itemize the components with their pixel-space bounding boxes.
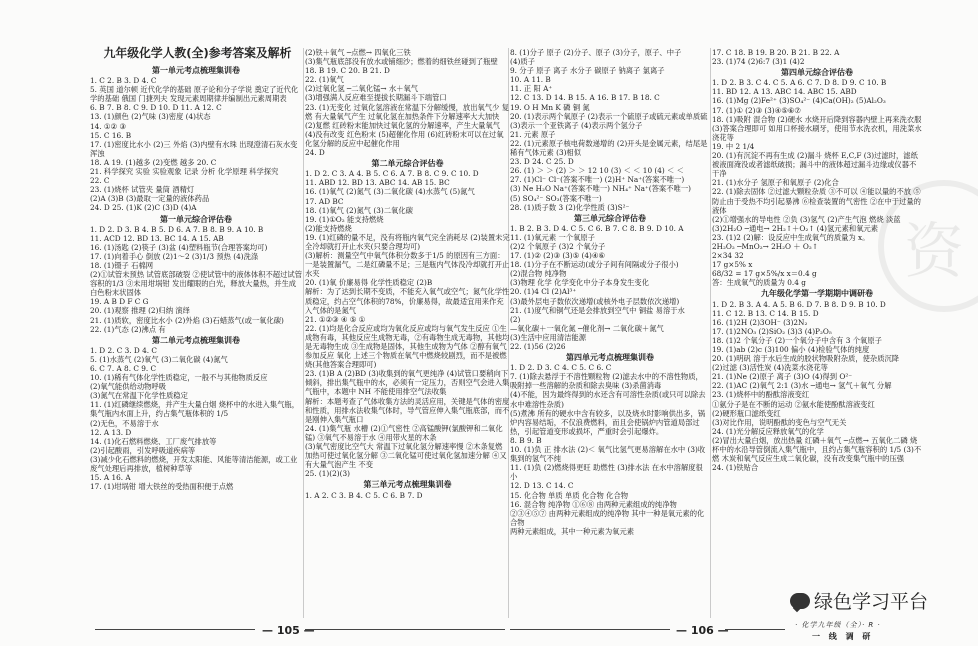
answer-line: 14. (1)化石燃料燃烧、工厂废气排放等 xyxy=(90,436,217,446)
answer-line: (5) SO₄²⁻ SO₃(答案不唯一) xyxy=(510,193,602,203)
answer-line: 22. C xyxy=(90,176,110,186)
answer-line: 23. (1)烧杯中的酚酞溶液变红 xyxy=(712,390,810,400)
answer-line: 23. (1)无变化 过氧化氢溶液在常温下分解缓慢，放出氧气少 复燃 有大量氧气产生 过氧化氢在加热条件下分解速率大大加快 (2)复燃 红砖粉末能加快过氧化氢的分解速率，产生大量氧气 (4)没有改变 红色粉末 (5)超催化作用 (6)红砖粉末可以在过氧化氢分解的反应中起催化作用 xyxy=(305,102,510,148)
answer-line: 11. (1)氧元素 一个氧原子 xyxy=(510,232,595,242)
answer-line: (2)①增强水的导电性 ②负 (3)氢气 (2)产生气泡 燃烧 淡蓝 xyxy=(712,214,901,224)
answer-line: 20. (1)氧 价廉易得 化学性质稳定 (2)B xyxy=(305,278,433,288)
answer-line: (3)生活中应用清洁能源 xyxy=(510,332,587,342)
answer-line: 1. D 2. D 3. C 4. C 5. C 6. C xyxy=(510,363,612,373)
answer-line: 11. (1)红磷继续燃烧，并产生大量白烟 烧杯中的水进入集气瓶，集气瓶内水面上升，约占集气瓶体积的 1/5 xyxy=(90,400,299,419)
section-heading: 第四单元综合评估卷 xyxy=(781,68,853,78)
answer-line: 24. (1)集气瓶 水槽 (2)①气密性 ②高锰酸钾(氯酸钾和二氧化锰) ③氧气不易溶于水 ④用带火星的木条 xyxy=(305,423,503,442)
answer-line: 19. (1)红磷的量不足，没有将瓶内氧气完全消耗尽 (2)装置未完全冷却就打开止水夹(只要合理均可) xyxy=(305,232,510,251)
answer-line: 10. (1)稀有气体化学性质稳定，一般不与其他物质反应 xyxy=(90,373,268,383)
answer-line: 11. (1)负 (2)燃烧得更旺 助燃性 (3)排水法 在水中溶解度很小 xyxy=(510,463,703,482)
watermark-text: 绿色学习平台 xyxy=(814,591,929,613)
answer-line: 23. D 24. C 25. D xyxy=(510,157,574,167)
answer-line: 6. C 7. A 8. C 9. C xyxy=(90,364,157,373)
answer-line: 20. (1)表示两个氧原子 (2)表示一个硫原子或硫元素或单质硫 (3)表示一个亚铁离子 (4)表示两个氢分子 xyxy=(510,111,708,130)
answer-line: —氧化碳＋一氧化氮 ─催化剂→ 二氧化碳＋氮气 xyxy=(510,323,664,333)
answer-line: (2)A (3)B (3)最取一定量的液体药品 xyxy=(90,194,210,204)
answer-line: 20. (1)有沉淀不再有生成 (2)漏斗 烧杯 E,C,F (3)过滤时，滤纸被液面淹没或者滤纸破损；漏斗中的液体超过漏斗边缘或仪器不干净 xyxy=(712,151,918,179)
answer-line: (5)煮沸 所有的硬水中含有较多，以及烧水时影响供出多，锅炉内容易结垢，不仅浪费燃料，而且会使锅炉内管道局部过热，引起管道变形或损坏，严重时会引起爆炸。 xyxy=(510,408,706,436)
answer-line: 1. D 2. B 3. C 4. C 5. A 6. C 7. D 8. D 9. C 10. B xyxy=(712,78,887,88)
answer-line: 24. D 25. (1)K (2)C (3)D (4)A xyxy=(90,203,197,213)
answer-line: 16. (1)2H (2)3OH⁻ (3)2N₂ xyxy=(712,317,808,327)
chat-bubble-icon xyxy=(790,593,810,609)
answer-line: 24. (1)光分解反应释放氧气的化学 xyxy=(712,426,824,436)
answer-line: (2)冒出大量白烟，放出热量 红磷＋氧气 ─点燃→ 五氧化二磷 烧杯中的水沿导管倒流入集气瓶中，且约占集气瓶容积的 1/5 (3)不燃 木炭和氧气反应生成二氧化碳，没有改变集气瓶中的压强 xyxy=(712,435,922,464)
answer-line: (2)过氧化氢 ─二氧化锰→ 水＋氧气 xyxy=(305,84,419,94)
column-divider xyxy=(303,48,304,618)
footer-rule xyxy=(510,629,670,630)
answer-line: 28. (1)质子数 3 (2)化学性质 (3)S²⁻ xyxy=(510,202,630,212)
answer-line: (3) Ne H₂O Na⁺(答案不唯一) NH₄⁺ Na⁺(答案不唯一) xyxy=(510,184,691,194)
answer-line: 18. (1)镊子 石棉网 xyxy=(90,260,154,270)
answer-line: 1. B 2. B 3. D 4. C 5. C 6. B 7. C 8. B 9. D 10. A xyxy=(510,223,684,233)
section-heading: 九年级化学第一学期期中调研卷 xyxy=(761,289,873,299)
answer-line: 19. (1)ab (2)c (3)100 偏小 (4)检验气体的纯度 xyxy=(712,345,870,354)
answer-line: 18. B 19. C 20. B 21. D xyxy=(305,66,390,76)
answer-line: 21. 科学探究 实验 实验观象 记录 分析 化学原理 科学探究 xyxy=(90,167,279,177)
answer-line: (2)引起酸雨，引发呼吸道疾病等 xyxy=(90,445,196,455)
answer-line: 8. B 9. B xyxy=(510,435,542,445)
answer-line: (3)氧气密度比空气大 常温下过氧化氢分解速率慢 ②木条复燃 加热可使过氧化氢分解 ③二氧化锰可使过氧化氢加速分解 ④又有大量气泡产生 不变 xyxy=(305,442,507,470)
answer-line: 17. (1)2NO₃ (2)SiO₂ (3)3 (4)P₂O₅ xyxy=(712,326,832,336)
answer-column-4 xyxy=(712,48,922,472)
answer-line: 21. (1)Ne (2)原子 离子 (3)O (4)得到 O²⁻ xyxy=(712,372,853,382)
answer-line: 1. D 2. B 3. A 4. A 5. B 6. D 7. B 8. D 9. B 10. D xyxy=(712,299,886,309)
answer-line: 17. (1)① (2)③ (3)④⑤⑥⑦ xyxy=(712,105,801,115)
answer-line: 21. (1)质软，密度比水小 (2)外焰 (3)石蜡蒸气(或一氧化碳) xyxy=(90,315,284,325)
answer-line: (3)2H₂O ─通电→ 2H₂↑＋O₂↑ (4)氢元素和氧元素 xyxy=(712,223,879,233)
answer-line: (3)氮气在常温下化学性质稳定 xyxy=(90,391,188,401)
answer-line: 22. (1)气态 (2)沸点 有 xyxy=(90,324,166,334)
answer-line: 11. ABD 12. BD 13. ABC 14. AB 15. BC xyxy=(305,178,450,188)
answer-line: 解析：本题考查了气体收集方法的灵活应用，关键是气体的密度和性质，用排水法收集气体时，导气管应伸入集气瓶底部，而不是刚伸入集气瓶口 xyxy=(305,396,510,424)
footer-rule xyxy=(725,629,785,630)
answer-line: 26. (1) ＞ ＞ (2) ＞ ＞ 12 10 (3) ＜ ＜ 10 (4) ＜ ＜ xyxy=(510,166,684,176)
answer-line: (2)①试管未预热 试管底部破裂 ②使试管中的液体体积不超过试管容积的1/3 ③未用坩埚钳 发出耀眼的白光，释放大量热，并生成白色粉末状固体 xyxy=(90,270,302,298)
answer-line: 24. D xyxy=(305,148,325,158)
footer-series-name: 一 线 调 研 xyxy=(812,632,874,641)
answer-line: 22. (1)元素原子核电荷数递增的 (2)开头是金属元素，结尾是稀有气体元素 (3)相似 xyxy=(510,138,708,158)
answer-line: 22. (1)56 (2)26 xyxy=(510,342,566,351)
answer-line: 5. (1)水蒸气 (2)氧气 (3)二氧化碳 (4)氮气 xyxy=(90,354,228,364)
answer-line: 20. (1)观察 推理 (2)归纳 演绎 xyxy=(90,306,190,316)
answer-line: (2)能支持燃烧 xyxy=(305,223,352,233)
answer-line: 16. (1)Mg (2)Fe²⁺ (3)SO₄²⁻ (4)Ca(OH)₂ (5)Al₂O₃ xyxy=(712,96,886,106)
answer-line: 1. C 2. B 3. D 4. C xyxy=(90,76,157,86)
answer-line: 16. (1)汤匙 (2)筷子 (3)盆 (4)塑料瓶节(合理答案均可) xyxy=(90,242,268,252)
answer-line: 23. (1)B A (2)BD (3)收集到的氧气更纯净 (4)试管口要稍向下倾斜，排出集气瓶中的水，必须有一定压力，否则空气会进入集气瓶中，本题中 NH 不能使用排空气法收集 xyxy=(305,369,510,397)
answer-line: 19. 中 2 1/4 xyxy=(712,141,755,151)
answer-line: ①氨分子是在不断的运动 ②氨水能使酚酞溶液变红 xyxy=(712,399,875,409)
answer-line: (3)减少化石燃料的燃烧，开发太阳能、风能等清洁能源，或工业废气处理后再排放，植树种草等 xyxy=(90,454,298,474)
answer-line: 16. 混合物 纯净物 ①⑥⑧ 由两种元素组成的纯净物 xyxy=(510,499,677,509)
answer-line: 24. (1)铁贴合 xyxy=(712,463,759,473)
answer-line: 22. (1)AC (2)氧气 2:1 (3)水 ─通电→ 氢气＋氧气 分解 xyxy=(712,381,892,391)
answer-line: (2)过滤 (3)活性炭 (4)洗菜水浇花等 xyxy=(712,363,828,373)
section-heading: 第四单元考点梳理集训卷 xyxy=(566,353,654,363)
answer-line: 1. D 2. D 3. B 4. B 5. D 6. A 7. B 8. B 9. A 10. B xyxy=(90,224,264,234)
answer-line: 23. (1)74 (2)6:7 (3)1 (4)2 xyxy=(712,57,805,67)
section-heading: 第一单元综合评估卷 xyxy=(160,214,232,224)
answer-line: 13. (1)颜色 (2)气味 (3)密度 (4)状态 xyxy=(90,112,211,122)
answer-line: 解析：为了达到长期不变质，不能充入氧气或空气；氮气化学性质稳定，约占空气体积的78%，价廉易得，故最适宜用来作充入气体的是氮气 xyxy=(305,287,510,315)
answer-line: 22. (1)除去固体 ②过滤大颗粒杂质 ③不可以 ④能以量的不放 ⑤防止由于受热不均引起暴沸 ⑥检查装置的气密性 ②在中于过量的液体 xyxy=(712,187,921,215)
page-title: 九年级化学人教(全)参考答案及解析 xyxy=(103,46,292,60)
answer-line: 19. A B D F C G xyxy=(90,297,149,307)
answer-column-3 xyxy=(510,48,710,536)
answer-line: 6. B 7. B 8. C 9. D 10. D 11. A 12. C xyxy=(90,103,222,113)
answer-line: 1. A 2. C 3. B 4. C 5. C 6. B 7. D xyxy=(305,490,423,500)
answer-line: (2)铁＋氧气 ─点燃→ 四氧化三铁 xyxy=(305,48,411,57)
answer-line: 14. ①② ③ xyxy=(90,121,126,131)
answer-line: 20. (1)4 Cl (2)Al³⁺ xyxy=(510,287,577,297)
answer-column-2 xyxy=(305,48,510,500)
answer-line: (2) xyxy=(510,314,521,324)
answer-line: 21. (1)度气和铜气还是会排放到空气中 铜盐 易溶于水 xyxy=(510,305,685,315)
answer-line: (3)增强满人反应难至提拔长期漏斗下端管口 xyxy=(305,93,447,103)
footer-rule xyxy=(305,629,505,630)
answer-line: (3)解析：测量空气中氧气体积分数多于1/5 的原因有三方面：一是装置漏气，二是红磷量不足；三是瓶内气体没冷却就打开止水夹 xyxy=(305,251,510,279)
section-heading: 第二单元考点梳理集训卷 xyxy=(152,335,240,345)
answer-line: 22. (1)氧气 xyxy=(305,75,344,85)
answer-line: 17. (1)向着手心 倒放 (2)1～2 (3)1/3 预热 (4)洗涤 xyxy=(90,251,259,261)
answer-line: 两种元素组成，其中一种元素为氧元素 xyxy=(510,526,635,536)
answer-line: (3)物理 化学 化学变化中分子本身发生变化 xyxy=(510,278,650,288)
answer-line: (2)氧气能供给动物呼吸 xyxy=(90,382,167,392)
answer-line: (3)最外层电子数依次递增(或核外电子层数依次递增) xyxy=(510,296,680,306)
footer-rule xyxy=(95,629,255,630)
section-heading: 第二单元综合评估卷 xyxy=(371,159,444,169)
page-number-right: — 106 — xyxy=(676,624,729,637)
answer-line: 17. (1)密度比水小 (2)三 外焰 (3)内壁有水珠 出现澄清石灰水变浑浊 xyxy=(90,139,298,158)
answer-line: 27. (1)Cl⁻ Cl⁻(答案不唯一) (2)H⁺ Na⁺(答案不唯一) xyxy=(510,175,685,185)
answer-line: 17. AD BC xyxy=(305,196,344,206)
column-divider xyxy=(710,48,711,618)
answer-line: (3)对比作用，说明酚酞的变色与空气无关 xyxy=(712,417,847,427)
answer-line: 1. D 2. C 3. A 4. B 5. C 6. A 7. B 8. C 9. C 10. D xyxy=(305,169,479,179)
answer-line: (2)无色，不易溶于水 xyxy=(90,418,159,428)
answer-line: 19. (1)①O₂ 能支持燃烧 xyxy=(305,214,384,224)
answer-line: 12. C 13. D 14. B 15. A 16. B 17. B 18. C xyxy=(510,93,660,103)
answer-line: 18. A 19. (1)越多 (2)变燃 越多 20. C xyxy=(90,157,217,167)
answer-line: (3)集气瓶底部没有放水或铺细沙；燃着的细铁丝碰到了瓶壁 xyxy=(305,57,498,67)
answer-line: 15. 化合物 单质 单质 化合物 化合物 xyxy=(510,490,629,500)
answer-line: 68/32 = 17 g×5%/x x＝0.4 g xyxy=(712,269,817,279)
answer-line: 23. (1)2 (2)解：设反应中生成氧气的质量为 x。 xyxy=(712,232,870,242)
answer-line: 21. ①②③ ④ ⑤ ① xyxy=(305,314,366,324)
answer-line: 2H₂O₂ ─MnO₂→ 2H₂O ＋ O₂↑ xyxy=(712,241,818,251)
answer-line: 16. (1)氧气 (2)氮气 (3)二氧化碳 (4)水蒸气 (5)氮气 xyxy=(305,187,475,197)
answer-line: 8. (1)分子 原子 (2)分子、原子 (3)分子，原子、中子 xyxy=(510,48,682,57)
answer-line: (2)硬形瓶口滤纸变红 xyxy=(712,408,781,418)
answer-line: 12. D 13. C 14. C xyxy=(510,481,574,491)
answer-line: 15. A 16. A xyxy=(90,473,131,483)
watermark xyxy=(790,587,928,614)
answer-column-1 xyxy=(90,64,302,491)
answer-line: 17. (1)坩埚钳 增大铁丝的受热面积便于点燃 xyxy=(90,482,234,492)
answer-line: 11. 正 阳 A⁺ xyxy=(510,84,553,94)
answer-line: 2×34 32 xyxy=(712,251,744,261)
footer-book-tag: · 化学九年级（全）· R · xyxy=(795,621,881,629)
answer-line: (4)质子 xyxy=(510,57,535,67)
answer-line: 10. (1)负 正 排水法 (2)＜ 氧气比氢气更易溶解在水中 (3)收集到的氢气不纯 xyxy=(510,445,706,464)
answer-line: 5. 英国 道尔顿 近代化学的基础 原子论和分子学说 奠定了近代化学的基础 俄国 门捷列夫 发现元素周期律并编制出元素周期表 xyxy=(90,85,299,104)
answer-line: 10. A 11. B xyxy=(510,75,551,85)
section-heading: 第三单元考点梳理集训卷 xyxy=(363,480,452,490)
answer-line: 18. (1)氧气 (2)氮气 (3)二氧化碳 xyxy=(305,205,413,215)
answer-line: 答：生成氧气的质量为 0.4 g xyxy=(712,278,806,288)
answer-line: 12. A 13. D xyxy=(90,427,132,437)
answer-line: 11. ACD 12. BD 13. BC 14. A 15. AB xyxy=(90,233,224,243)
answer-line: ②③④⑤⑦ 由两种元素组成的纯净物 其中一种是氧元素的化合物 xyxy=(510,508,705,527)
answer-line: 17 g×5% x xyxy=(712,260,753,270)
answer-line: 21. (1)水分子 氢原子和氧原子 (2)化合 xyxy=(712,178,839,188)
answer-line: 21. 元素 原子 xyxy=(510,129,556,139)
answer-line: 18. (1)2 个氧分子 (2)一个氧分子中含有 3 个氧原子 xyxy=(712,335,882,345)
answer-line: (4)不能，因为最终得到的水还含有可溶性杂质(或只可以除去水中难溶性杂质) xyxy=(510,390,706,409)
answer-line: 11. C 12. B 13. C 14. B 15. D xyxy=(712,308,819,318)
answer-line: (2)2 个氧原子 (3)2 个氧分子 xyxy=(510,241,606,251)
answer-line: 1. D 2. C 3. D 4. C xyxy=(90,345,157,355)
answer-line: 23. (1)烧杯 试管夹 量筒 酒精灯 xyxy=(90,185,195,195)
answer-line: 20. (1)明矾 溶于水后生成的胶状物吸附杂质，使杂质沉降 xyxy=(712,354,900,364)
answer-line: 18. (1)吸附 混合物 (2)硬水 水烧开后降到容器内壁上再来洗衣服 (3)答案合理即可 如用口杯接水刷牙，使用节水洗衣机，用洗菜水浇花等 xyxy=(712,114,922,142)
answer-line: 15. C 16. B xyxy=(90,130,132,140)
page-number-left: — 105 — xyxy=(262,624,315,637)
answer-line: 25. (1)(2)(3) xyxy=(305,469,350,479)
answer-line: 18. (1)分子在不断运动(或分子间有间隔或分子很小) xyxy=(510,260,679,270)
answer-line: 11. BD 12. A 13. ABC 14. ABC 15. ABD xyxy=(712,87,857,97)
answer-line: 7. (1)除去悬浮于不溶性颗粒物 (2)滤去水中的不溶性物质，吸附掉一些溶解的杂质和除去臭味 (3)杀菌消毒 xyxy=(510,372,703,391)
section-heading: 第一单元考点梳理集训卷 xyxy=(152,66,240,75)
answer-line: (2)混合物 纯净物 xyxy=(510,269,567,279)
answer-line: 19. O H Mn K 磷 铜 氮 xyxy=(510,102,590,112)
answer-line: 22. (1)均是化合反应或均为氧化反应或均与氧气发生反应 ①生成物有毒，其他反应生成物无毒，②有毒物生成无毒物，其他均是无毒物生成 ③生成物是固体，其他生成物为气体 ②醇有氧气参加反应 氧化 上述三个物质在氧气中燃烧较剧烈，而不是被燃烧(其他答案合理即可) xyxy=(305,323,510,370)
section-heading: 第三单元综合评估卷 xyxy=(574,213,646,223)
answer-line: 9. 分子 原子 离子 水分子 碳原子 钠离子 氯离子 xyxy=(510,66,665,76)
answer-line: 17. (1)② (2)③ (3)⑤ (4)④⑥ xyxy=(510,251,605,261)
answer-line: 17. C 18. B 19. B 20. B 21. B 22. A xyxy=(712,48,840,57)
